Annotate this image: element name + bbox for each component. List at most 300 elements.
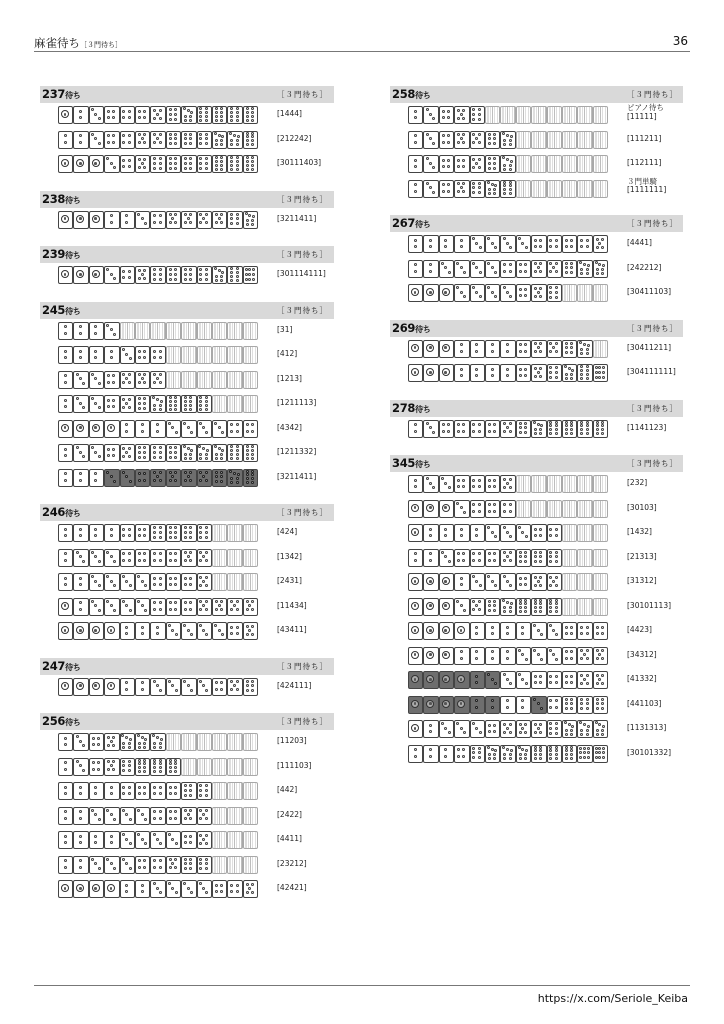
pin-tile-3-icon	[150, 880, 165, 898]
pin-tile-3-icon	[166, 880, 181, 898]
pin-tile-2-icon	[408, 260, 423, 278]
pin-tile-3-icon	[120, 598, 135, 616]
section-type: ［３門待ち］	[627, 403, 678, 413]
pin-tile-6-icon	[150, 444, 165, 462]
pin-tile-8-icon	[227, 106, 242, 124]
pin-tile-4-icon	[439, 131, 454, 149]
pin-tile-8-icon	[562, 745, 577, 763]
pin-tile-4-icon	[150, 598, 165, 616]
section-header	[40, 504, 334, 521]
pin-tile-4-icon	[470, 420, 485, 438]
hand-label: [11203]	[277, 736, 307, 745]
hand-row	[40, 828, 334, 853]
section-title	[392, 216, 431, 230]
pin-tile-5-icon	[547, 573, 562, 591]
pin-tile-4-icon	[104, 371, 119, 389]
pin-tile-2-icon	[58, 549, 73, 567]
empty-tile-slot	[562, 106, 577, 124]
pin-tile-1-icon	[89, 880, 104, 898]
pin-tile-1-icon	[408, 284, 423, 302]
pin-tile-4-icon	[454, 475, 469, 493]
pin-tile-3-icon	[135, 831, 150, 849]
pin-tile-4-icon	[181, 831, 196, 849]
hand-row	[390, 128, 683, 153]
pin-tile-2-icon	[516, 622, 531, 640]
pin-tile-5-icon	[181, 549, 196, 567]
pin-tile-6-icon	[166, 131, 181, 149]
section-suffix: 待ち	[65, 91, 81, 100]
pin-tile-2-icon	[89, 524, 104, 542]
empty-tile-slot	[243, 733, 258, 751]
pin-tile-3-icon	[150, 678, 165, 696]
pin-tile-3-icon	[423, 180, 438, 198]
pin-tile-3-icon	[439, 260, 454, 278]
pin-tile-8-icon	[212, 155, 227, 173]
hand-row	[40, 343, 334, 368]
section-number: 256	[42, 714, 66, 728]
pin-tile-3-icon	[104, 807, 119, 825]
pin-tile-8-icon	[227, 444, 242, 462]
empty-tile-slot	[593, 500, 608, 518]
pin-tile-4-icon	[135, 106, 150, 124]
empty-tile-slot	[577, 598, 592, 616]
empty-tile-slot	[197, 322, 212, 340]
empty-tile-slot	[197, 733, 212, 751]
pin-tile-4-icon	[547, 524, 562, 542]
empty-tile-slot	[181, 758, 196, 776]
pin-tile-3-icon	[89, 573, 104, 591]
pin-tile-2-icon	[58, 395, 73, 413]
empty-tile-slot	[516, 131, 531, 149]
pin-tile-3-icon	[135, 807, 150, 825]
pin-tile-3-icon	[531, 622, 546, 640]
section-type: ［３門待ち］	[627, 459, 678, 468]
wait-section-267	[390, 215, 683, 306]
wait-section-269	[390, 320, 683, 386]
section-header	[40, 86, 334, 103]
pin-tile-7-icon	[500, 598, 515, 616]
pin-tile-4-icon	[531, 524, 546, 542]
pin-tile-2-icon	[516, 696, 531, 714]
pin-tile-2-icon	[73, 346, 88, 364]
pin-tile-2-icon	[485, 340, 500, 358]
wait-section-245	[40, 302, 334, 491]
left-column	[40, 86, 334, 902]
pin-tile-2-icon	[408, 549, 423, 567]
empty-tile-slot	[516, 475, 531, 493]
pin-tile-4-icon	[485, 475, 500, 493]
pin-tile-5-icon	[593, 647, 608, 665]
pin-tile-1-icon	[439, 284, 454, 302]
pin-tile-6-icon	[593, 696, 608, 714]
pin-tile-6-icon	[166, 524, 181, 542]
hand-row	[40, 319, 334, 344]
pin-tile-1-icon	[439, 364, 454, 382]
highlighted-pin-tile-3-icon	[531, 696, 546, 714]
pin-tile-2-icon	[408, 745, 423, 763]
pin-tile-3-icon	[516, 647, 531, 665]
pin-tile-7-icon	[516, 745, 531, 763]
empty-tile-slot	[531, 475, 546, 493]
pin-tile-1-icon	[439, 622, 454, 640]
tile-group	[408, 260, 608, 278]
pin-tile-7-icon	[500, 131, 515, 149]
tile-group	[58, 782, 258, 800]
empty-tile-slot	[577, 284, 592, 302]
pin-tile-4-icon	[166, 807, 181, 825]
pin-tile-3-icon	[423, 131, 438, 149]
pin-tile-2-icon	[454, 235, 469, 253]
pin-tile-4-icon	[150, 573, 165, 591]
pin-tile-2-icon	[104, 524, 119, 542]
pin-tile-2-icon	[423, 235, 438, 253]
pin-tile-1-icon	[104, 678, 119, 696]
pin-tile-5-icon	[531, 720, 546, 738]
pin-tile-1-icon	[73, 622, 88, 640]
pin-tile-5-icon	[104, 733, 119, 751]
empty-tile-slot	[562, 549, 577, 567]
tile-group	[408, 475, 608, 493]
tile-group	[408, 549, 608, 567]
empty-tile-slot	[562, 524, 577, 542]
pin-tile-3-icon	[423, 475, 438, 493]
pin-tile-4-icon	[104, 106, 119, 124]
highlighted-pin-tile-5-icon	[150, 469, 165, 487]
empty-tile-slot	[547, 131, 562, 149]
empty-tile-slot	[577, 573, 592, 591]
empty-tile-slot	[227, 733, 242, 751]
pin-tile-5-icon	[547, 260, 562, 278]
pin-tile-3-icon	[423, 420, 438, 438]
pin-tile-6-icon	[485, 131, 500, 149]
pin-tile-4-icon	[135, 856, 150, 874]
pin-tile-3-icon	[150, 831, 165, 849]
pin-tile-5-icon	[227, 678, 242, 696]
pin-tile-7-icon	[593, 260, 608, 278]
pin-tile-7-icon	[562, 364, 577, 382]
empty-tile-slot	[181, 733, 196, 751]
pin-tile-5-icon	[577, 671, 592, 689]
pin-tile-3-icon	[89, 807, 104, 825]
pin-tile-6-icon	[516, 549, 531, 567]
pin-tile-3-icon	[135, 573, 150, 591]
pin-tile-9-icon	[593, 745, 608, 763]
section-suffix: 待ち	[65, 662, 81, 672]
hand-label: [43411]	[277, 625, 307, 634]
hand-label: [442]	[277, 785, 298, 794]
highlighted-pin-tile-1-icon	[408, 696, 423, 714]
pin-tile-1-icon	[89, 155, 104, 173]
pin-tile-4-icon	[516, 260, 531, 278]
hand-label: [31312]	[627, 576, 657, 585]
section-type: ［３門待ち］	[627, 90, 678, 99]
pin-tile-5-icon	[500, 475, 515, 493]
pin-tile-3-icon	[89, 444, 104, 462]
pin-tile-6-icon	[197, 266, 212, 284]
section-suffix: 待ち	[415, 324, 431, 334]
pin-tile-3-icon	[485, 284, 500, 302]
pin-tile-8-icon	[500, 180, 515, 198]
pin-tile-5-icon	[197, 549, 212, 567]
pin-tile-2-icon	[89, 346, 104, 364]
pin-tile-8-icon	[197, 106, 212, 124]
pin-tile-3-icon	[89, 598, 104, 616]
pin-tile-1-icon	[423, 598, 438, 616]
hand-label: ３門単騎 [1111111]	[627, 176, 667, 195]
pin-tile-8-icon	[135, 758, 150, 776]
empty-tile-slot	[197, 346, 212, 364]
wait-section-237	[40, 86, 334, 177]
section-number: 267	[392, 216, 416, 230]
pin-tile-4-icon	[454, 745, 469, 763]
tile-group	[58, 549, 258, 567]
hand-row	[40, 804, 334, 829]
pin-tile-3-icon	[89, 549, 104, 567]
empty-tile-slot	[181, 322, 196, 340]
pin-tile-3-icon	[104, 549, 119, 567]
hand-label: [1211113]	[277, 398, 317, 407]
pin-tile-8-icon	[197, 395, 212, 413]
empty-tile-slot	[227, 549, 242, 567]
tile-group	[58, 444, 258, 462]
hand-label: [23212]	[277, 858, 307, 868]
pin-tile-3-icon	[104, 322, 119, 340]
empty-tile-slot	[577, 155, 592, 173]
pin-tile-1-icon	[58, 211, 73, 229]
section-header	[390, 400, 683, 417]
section-number: 238	[42, 191, 66, 206]
pin-tile-4-icon	[135, 549, 150, 567]
pin-tile-2-icon	[104, 346, 119, 364]
pin-tile-2-icon	[58, 856, 73, 874]
empty-tile-slot	[243, 346, 258, 364]
wait-section-247	[40, 658, 334, 700]
pin-tile-2-icon	[408, 106, 423, 124]
hand-row	[390, 337, 683, 362]
pin-tile-3-icon	[89, 106, 104, 124]
tile-group	[58, 573, 258, 591]
pin-tile-6-icon	[547, 364, 562, 382]
pin-tile-8-icon	[166, 758, 181, 776]
hand-label: [2431]	[277, 576, 302, 585]
hand-label: [3211411]	[277, 213, 317, 223]
pin-tile-6-icon	[197, 782, 212, 800]
pin-tile-4-icon	[485, 420, 500, 438]
highlighted-pin-tile-1-icon	[439, 671, 454, 689]
pin-tile-4-icon	[120, 131, 135, 149]
pin-tile-3-icon	[212, 622, 227, 640]
pin-tile-6-icon	[120, 758, 135, 776]
hand-label: [111103]	[277, 760, 312, 770]
highlighted-pin-tile-2-icon	[470, 671, 485, 689]
tile-group	[408, 420, 608, 438]
pin-tile-2-icon	[73, 573, 88, 591]
empty-tile-slot	[212, 322, 227, 340]
pin-tile-5-icon	[500, 549, 515, 567]
pin-tile-5-icon	[197, 831, 212, 849]
empty-tile-slot	[227, 524, 242, 542]
pin-tile-8-icon	[547, 598, 562, 616]
tile-group	[408, 622, 608, 640]
pin-tile-3-icon	[485, 573, 500, 591]
empty-tile-slot	[562, 284, 577, 302]
highlighted-pin-tile-5-icon	[197, 469, 212, 487]
pin-tile-2-icon	[454, 647, 469, 665]
pin-tile-6-icon	[181, 155, 196, 173]
section-number: 345	[392, 456, 416, 470]
highlighted-pin-tile-1-icon	[454, 696, 469, 714]
tile-group	[58, 211, 258, 229]
pin-tile-4-icon	[593, 622, 608, 640]
hand-row	[40, 675, 334, 700]
tile-group	[58, 322, 258, 340]
pin-tile-3-icon	[166, 622, 181, 640]
empty-tile-slot	[516, 180, 531, 198]
pin-tile-5-icon	[470, 131, 485, 149]
empty-tile-slot	[547, 155, 562, 173]
pin-tile-2-icon	[135, 880, 150, 898]
pin-tile-2-icon	[439, 745, 454, 763]
pin-tile-5-icon	[212, 598, 227, 616]
pin-tile-3-icon	[470, 284, 485, 302]
pin-tile-2-icon	[150, 420, 165, 438]
empty-tile-slot	[577, 549, 592, 567]
pin-tile-4-icon	[454, 549, 469, 567]
pin-tile-6-icon	[547, 720, 562, 738]
section-header	[40, 246, 334, 263]
tile-group	[58, 106, 258, 124]
pin-tile-4-icon	[577, 622, 592, 640]
pin-tile-3-icon	[439, 475, 454, 493]
pin-tile-4-icon	[150, 807, 165, 825]
pin-tile-3-icon	[470, 235, 485, 253]
wait-section-345	[390, 455, 683, 766]
section-number: 239	[42, 247, 66, 261]
pin-tile-2-icon	[58, 371, 73, 389]
hand-row	[40, 152, 334, 177]
pin-tile-7-icon	[150, 733, 165, 751]
pin-tile-4-icon	[120, 524, 135, 542]
pin-tile-3-icon	[181, 678, 196, 696]
section-type: ［３門待ち］	[277, 717, 328, 726]
pin-tile-5-icon	[243, 880, 258, 898]
pin-tile-3-icon	[89, 131, 104, 149]
empty-tile-slot	[531, 106, 546, 124]
pin-tile-1-icon	[73, 155, 88, 173]
pin-tile-1-icon	[439, 500, 454, 518]
pin-tile-2-icon	[58, 573, 73, 591]
pin-tile-6-icon	[243, 678, 258, 696]
tile-group	[58, 733, 258, 751]
pin-tile-2-icon	[485, 622, 500, 640]
pin-tile-3-icon	[104, 598, 119, 616]
hand-label: [424111]	[277, 680, 312, 690]
pin-tile-3-icon	[439, 720, 454, 738]
pin-tile-4-icon	[227, 880, 242, 898]
pin-tile-3-icon	[454, 500, 469, 518]
pin-tile-3-icon	[89, 395, 104, 413]
right-column	[390, 86, 683, 766]
empty-tile-slot	[227, 758, 242, 776]
empty-tile-slot	[531, 180, 546, 198]
pin-tile-6-icon	[166, 266, 181, 284]
tile-group	[408, 745, 608, 763]
tile-group	[408, 573, 608, 591]
empty-tile-slot	[531, 131, 546, 149]
pin-tile-1-icon	[408, 622, 423, 640]
pin-tile-3-icon	[470, 720, 485, 738]
tile-group	[58, 807, 258, 825]
pin-tile-4-icon	[562, 647, 577, 665]
pin-tile-4-icon	[166, 598, 181, 616]
pin-tile-3-icon	[197, 880, 212, 898]
pin-tile-4-icon	[150, 549, 165, 567]
pin-tile-2-icon	[120, 622, 135, 640]
hand-label: [2422]	[277, 809, 302, 819]
pin-tile-4-icon	[454, 420, 469, 438]
highlighted-pin-tile-1-icon	[439, 696, 454, 714]
pin-tile-4-icon	[135, 346, 150, 364]
highlighted-pin-tile-3-icon	[120, 469, 135, 487]
pin-tile-5-icon	[470, 598, 485, 616]
empty-tile-slot	[212, 573, 227, 591]
pin-tile-7-icon	[243, 211, 258, 229]
pin-tile-2-icon	[104, 211, 119, 229]
tile-group	[58, 266, 258, 284]
pin-tile-8-icon	[227, 155, 242, 173]
section-type: ［３門待ち］	[277, 305, 328, 315]
section-number: 247	[42, 658, 66, 673]
tile-group	[58, 622, 258, 640]
pin-tile-3-icon	[485, 260, 500, 278]
pin-tile-4-icon	[500, 260, 515, 278]
empty-tile-slot	[212, 733, 227, 751]
section-number: 269	[392, 320, 416, 335]
pin-tile-1-icon	[58, 880, 73, 898]
empty-tile-slot	[166, 322, 181, 340]
pin-tile-7-icon	[212, 444, 227, 462]
empty-tile-slot	[243, 807, 258, 825]
hand-row	[40, 103, 334, 128]
pin-tile-6-icon	[197, 524, 212, 542]
pin-tile-6-icon	[227, 211, 242, 229]
empty-tile-slot	[577, 180, 592, 198]
pin-tile-6-icon	[562, 340, 577, 358]
pin-tile-3-icon	[89, 371, 104, 389]
tile-group	[408, 106, 608, 124]
pin-tile-8-icon	[577, 420, 592, 438]
pin-tile-6-icon	[166, 444, 181, 462]
pin-tile-4-icon	[212, 678, 227, 696]
pin-tile-3-icon	[73, 371, 88, 389]
pin-tile-1-icon	[73, 211, 88, 229]
pin-tile-6-icon	[197, 155, 212, 173]
pin-tile-3-icon	[516, 671, 531, 689]
hand-row	[390, 361, 683, 386]
pin-tile-6-icon	[197, 131, 212, 149]
footer-url[interactable]: https://x.com/Seriole_Keiba	[537, 992, 688, 1005]
pin-tile-2-icon	[485, 647, 500, 665]
pin-tile-3-icon	[181, 420, 196, 438]
pin-tile-4-icon	[135, 782, 150, 800]
pin-tile-8-icon	[212, 106, 227, 124]
pin-tile-2-icon	[73, 131, 88, 149]
hand-label: [1131313]	[627, 723, 667, 732]
pin-tile-3-icon	[454, 260, 469, 278]
pin-tile-1-icon	[58, 106, 73, 124]
empty-tile-slot	[500, 106, 515, 124]
section-title	[42, 714, 81, 728]
